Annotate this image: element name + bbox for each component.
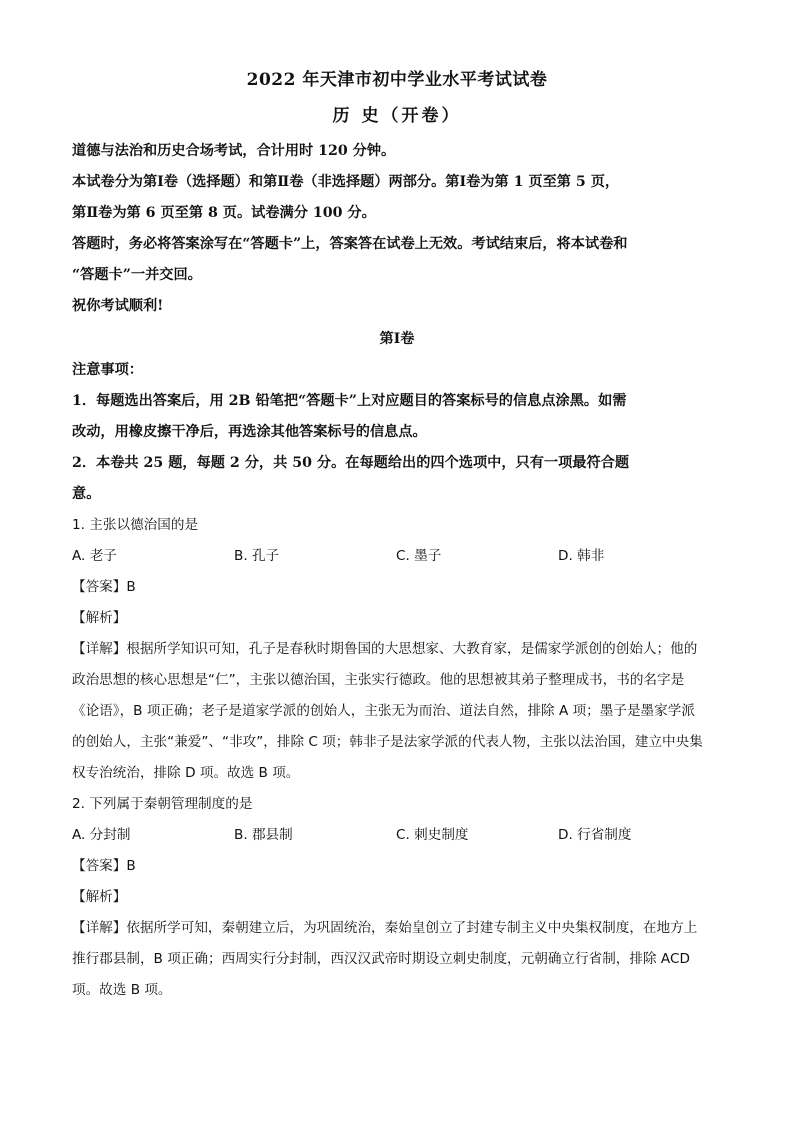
question-1: [72, 510, 722, 789]
question-options: [72, 820, 722, 851]
notes-line: 2．本卷共 25 题，每题 2 分，共 50 分。在每题给出的四个选项中，只有一项最符合题: [72, 455, 630, 471]
option-c: C. 墨子: [396, 548, 442, 564]
option-c: C. 刺史制度: [396, 827, 469, 843]
exam-subtitle: 历 史（开卷）: [332, 106, 462, 126]
notes-line: 改动，用橡皮擦干净后，再选涂其他答案标号的信息点。: [72, 424, 427, 440]
detail-line: 【详解】依据所学可知，秦朝建立后，为巩固统治，秦始皇创立了封建专制主义中央集权制度，在地方上: [72, 920, 698, 936]
answer-tag: 【答案】B: [72, 579, 136, 595]
detail-line: 《论语》，B 项正确；老子是道家学派的创始人，主张无为而治、道法自然，排除 A 项；墨子是墨家学派: [72, 703, 695, 719]
intro-line: 本试卷分为第Ⅰ卷（选择题）和第Ⅱ卷（非选择题）两部分。第Ⅰ卷为第 1 页至第 5 页，: [72, 174, 620, 190]
detail-line: 政治思想的核心思想是“仁”，主张以德治国，主张实行德政。他的思想被其弟子整理成书，书的名字是: [72, 672, 685, 688]
notes-line: 意。: [72, 486, 101, 502]
intro-line: 第Ⅱ卷为第 6 页至第 8 页。试卷满分 100 分。: [72, 205, 376, 221]
question-stem: 1. 主张以德治国的是: [72, 517, 199, 533]
analysis-tag: 【解析】: [72, 889, 127, 905]
question-2: [72, 789, 722, 1006]
detail-line: 的创始人，主张“兼爱”、“非攻”，排除 C 项；韩非子是法家学派的代表人物，主张以法治国，建立中央集: [72, 734, 703, 750]
option-d: D. 行省制度: [558, 827, 632, 843]
question-stem: 2. 下列属于秦朝管理制度的是: [72, 796, 253, 812]
notes-section: [72, 355, 722, 510]
exam-title: 2022 年天津市初中学业水平考试试卷: [246, 70, 548, 90]
analysis-tag: 【解析】: [72, 610, 127, 626]
option-a: A. 老子: [72, 548, 117, 564]
intro-line: 祝你考试顺利!: [72, 298, 164, 314]
answer-tag: 【答案】B: [72, 858, 136, 874]
intro-line: “答题卡”一并交回。: [72, 267, 202, 283]
question-options: [72, 541, 722, 572]
notes-heading: 注意事项：: [72, 362, 143, 378]
intro-section: [72, 136, 722, 322]
intro-line: 道德与法治和历史合场考试，合计用时 120 分钟。: [72, 143, 396, 159]
detail-line: 权专治统治，排除 D 项。故选 B 项。: [72, 765, 300, 781]
option-b: B. 孔子: [234, 548, 280, 564]
detail-line: 推行郡县制，B 项正确；西周实行分封制，西汉汉武帝时期设立刺史制度，元朝确立行省制，排除 ACD: [72, 951, 690, 967]
option-d: D. 韩非: [558, 548, 605, 564]
volume-title: 第Ⅰ卷: [379, 331, 415, 347]
intro-line: 答题时，务必将答案涂写在“答题卡”上，答案答在试卷上无效。考试结束后，将本试卷和: [72, 236, 628, 252]
detail-line: 【详解】根据所学知识可知，孔子是春秋时期鲁国的大思想家、大教育家，是儒家学派创的创始人；他的: [72, 641, 698, 657]
detail-line: 项。故选 B 项。: [72, 982, 172, 998]
option-b: B. 郡县制: [234, 827, 293, 843]
notes-line: 1．每题选出答案后，用 2B 铅笔把“答题卡”上对应题目的答案标号的信息点涂黑。如需: [72, 393, 627, 409]
option-a: A. 分封制: [72, 827, 131, 843]
